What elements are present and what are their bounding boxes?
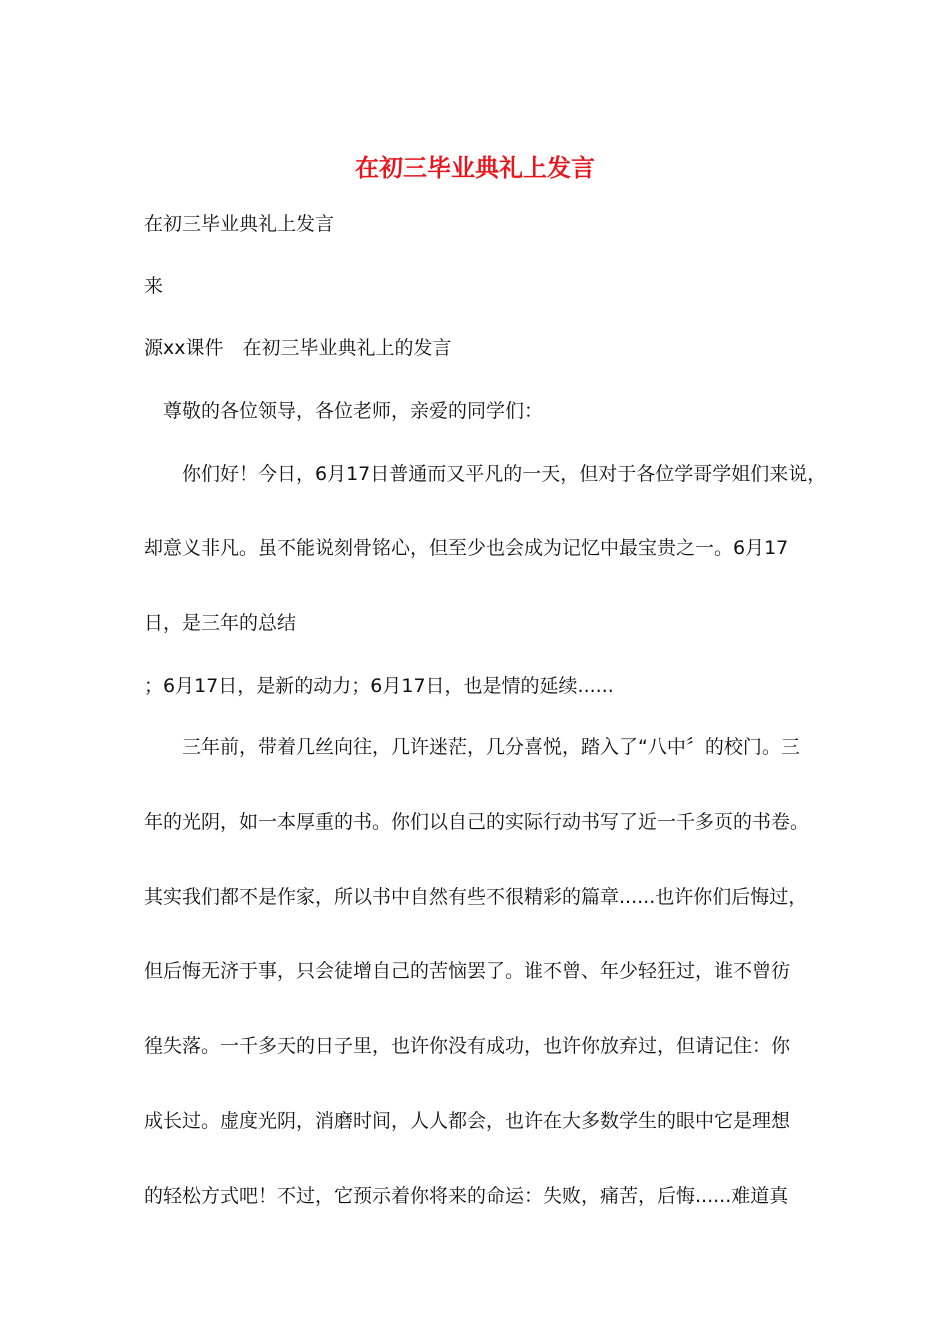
body-line-6: 却意义非凡。虽不能说刻骨铭心，但至少也会成为记忆中最宝贵之一。6月17	[144, 537, 789, 559]
body-line-11: 其实我们都不是作家，所以书中自然有些不很精彩的篇章......也许你们后悔过，	[144, 886, 808, 908]
body-line-1: 在初三毕业典礼上发言	[144, 213, 335, 235]
body-line-10: 年的光阴，如一本厚重的书。你们以自己的实际行动书写了近一千多页的书卷。	[144, 811, 810, 833]
body-line-14: 成长过。虚度光阴，消磨时间，人人都会，也许在大多数学生的眼中它是理想	[144, 1110, 791, 1132]
document-title: 在初三毕业典礼上发言	[355, 153, 595, 182]
body-line-4: 尊敬的各位领导，各位老师，亲爱的同学们：	[144, 400, 544, 422]
body-line-9: 三年前，带着几丝向往，几许迷茫，几分喜悦，踏入了“八中〞的校门。三	[144, 736, 800, 758]
body-line-13: 徨失落。一千多天的日子里，也许你没有成功，也许你放弃过，但请记住：你	[144, 1035, 791, 1057]
body-line-8: ；6月17日，是新的动力；6月17日，也是情的延续......	[144, 675, 614, 697]
body-line-5: 你们好！今日，6月17日普通而又平凡的一天，但对于各位学哥学姐们来说，	[144, 463, 827, 485]
body-line-15: 的轻松方式吧！不过，它预示着你将来的命运：失败，痛苦，后悔......难道真	[144, 1185, 789, 1207]
body-line-3: 源xx课件 在初三毕业典礼上的发言	[144, 337, 452, 359]
body-line-2: 来	[144, 275, 164, 297]
body-line-12: 但后悔无济于事，只会徒增自己的苦恼罢了。谁不曾、年少轻狂过，谁不曾彷	[144, 960, 791, 982]
body-line-7: 日，是三年的总结	[144, 612, 297, 634]
